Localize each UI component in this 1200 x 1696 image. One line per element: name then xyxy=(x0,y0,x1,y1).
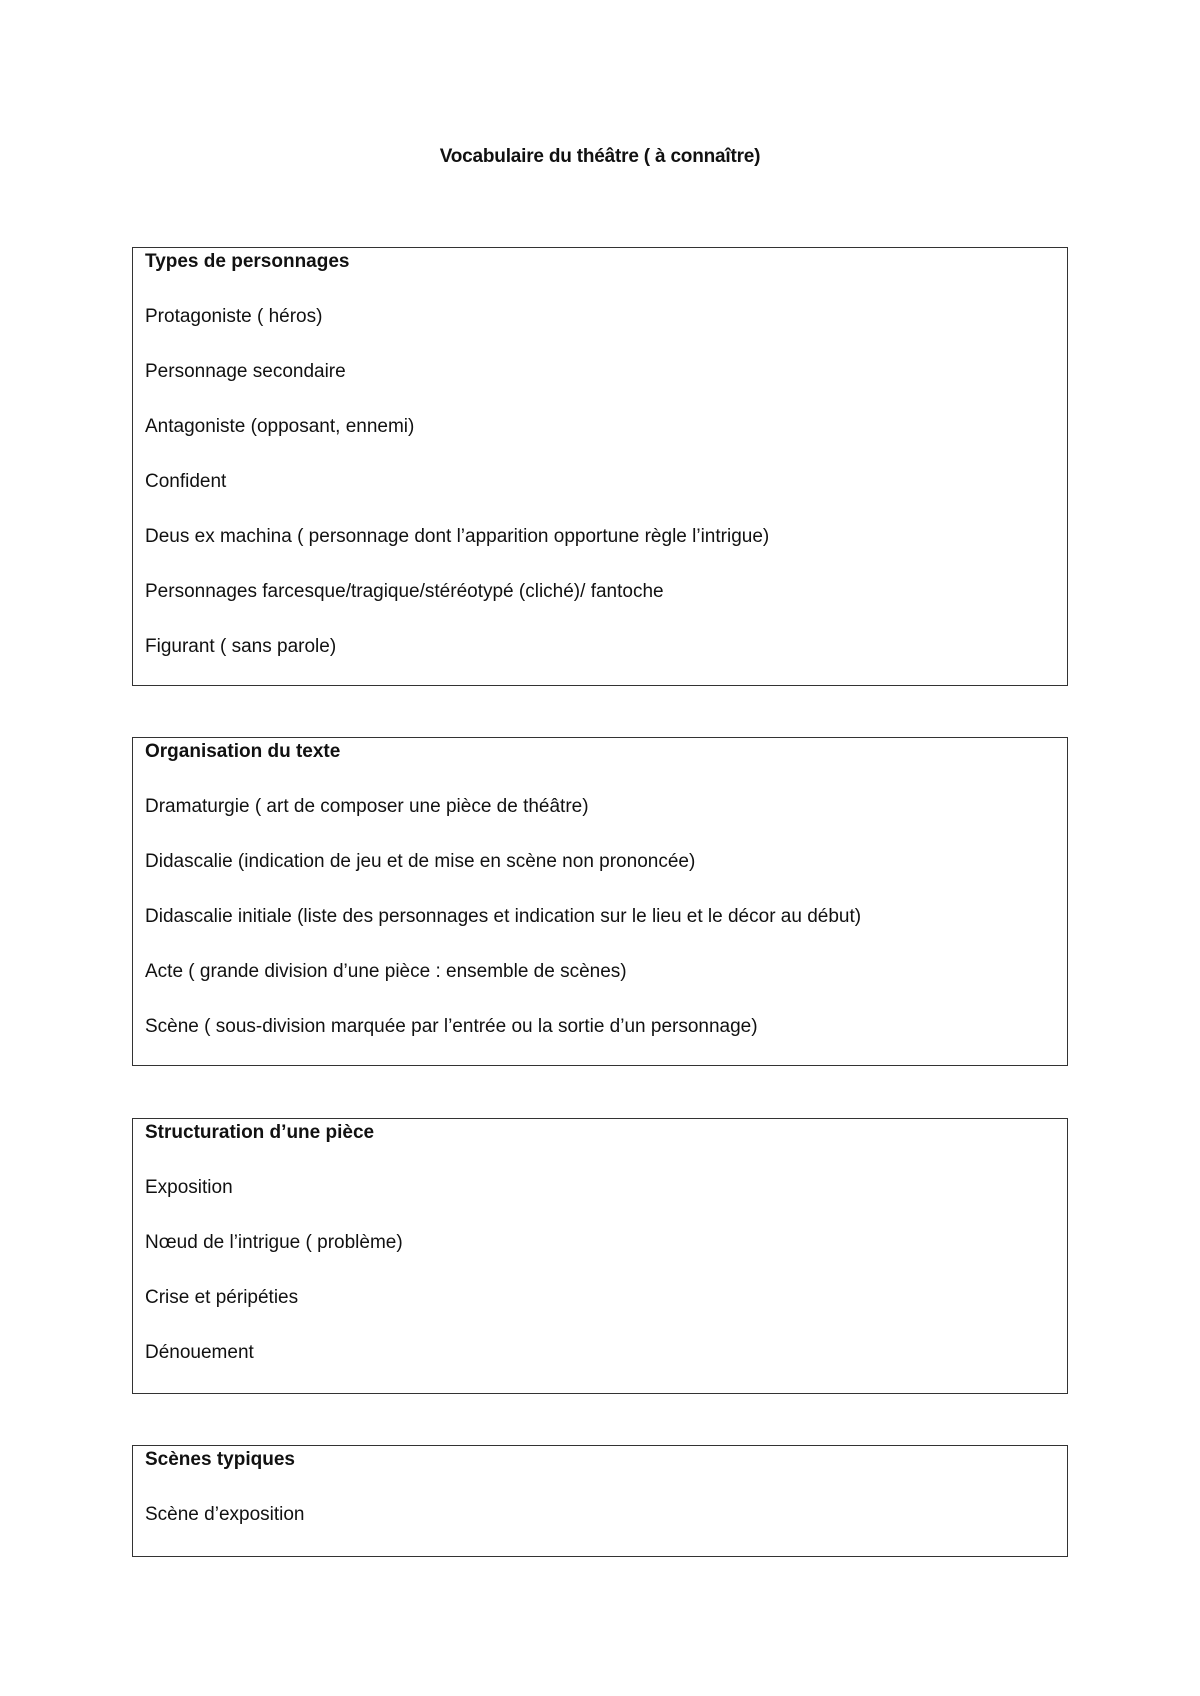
section-organisation-du-texte xyxy=(132,737,1068,1066)
list-item: Personnage secondaire xyxy=(145,361,346,382)
list-item: Deus ex machina ( personnage dont l’apparition opportune règle l’intrigue) xyxy=(145,526,770,547)
section-heading: Organisation du texte xyxy=(145,741,341,762)
list-item: Scène d’exposition xyxy=(145,1504,305,1525)
section-types-de-personnages xyxy=(132,247,1068,686)
section-heading: Structuration d’une pièce xyxy=(145,1122,375,1143)
list-item: Crise et péripéties xyxy=(145,1287,299,1308)
document-title: Vocabulaire du théâtre ( à connaître) xyxy=(439,146,761,167)
section-structuration-piece xyxy=(132,1118,1068,1394)
list-item: Dénouement xyxy=(145,1342,254,1363)
list-item: Didascalie (indication de jeu et de mise en scène non prononcée) xyxy=(145,851,696,872)
list-item: Nœud de l’intrigue ( problème) xyxy=(145,1232,403,1253)
list-item: Protagoniste ( héros) xyxy=(145,306,323,327)
list-item: Acte ( grande division d’une pièce : ensemble de scènes) xyxy=(145,961,627,982)
list-item: Confident xyxy=(145,471,227,492)
list-item: Antagoniste (opposant, ennemi) xyxy=(145,416,415,437)
list-item: Figurant ( sans parole) xyxy=(145,636,337,657)
list-item: Exposition xyxy=(145,1177,233,1198)
section-scenes-typiques xyxy=(132,1445,1068,1557)
list-item: Dramaturgie ( art de composer une pièce de théâtre) xyxy=(145,796,589,817)
section-heading: Scènes typiques xyxy=(145,1449,295,1470)
list-item: Scène ( sous-division marquée par l’entrée ou la sortie d’un personnage) xyxy=(145,1016,758,1037)
list-item: Didascalie initiale (liste des personnages et indication sur le lieu et le décor au début) xyxy=(145,906,862,927)
section-heading: Types de personnages xyxy=(145,251,350,272)
list-item: Personnages farcesque/tragique/stéréotypé (cliché)/ fantoche xyxy=(145,581,664,602)
